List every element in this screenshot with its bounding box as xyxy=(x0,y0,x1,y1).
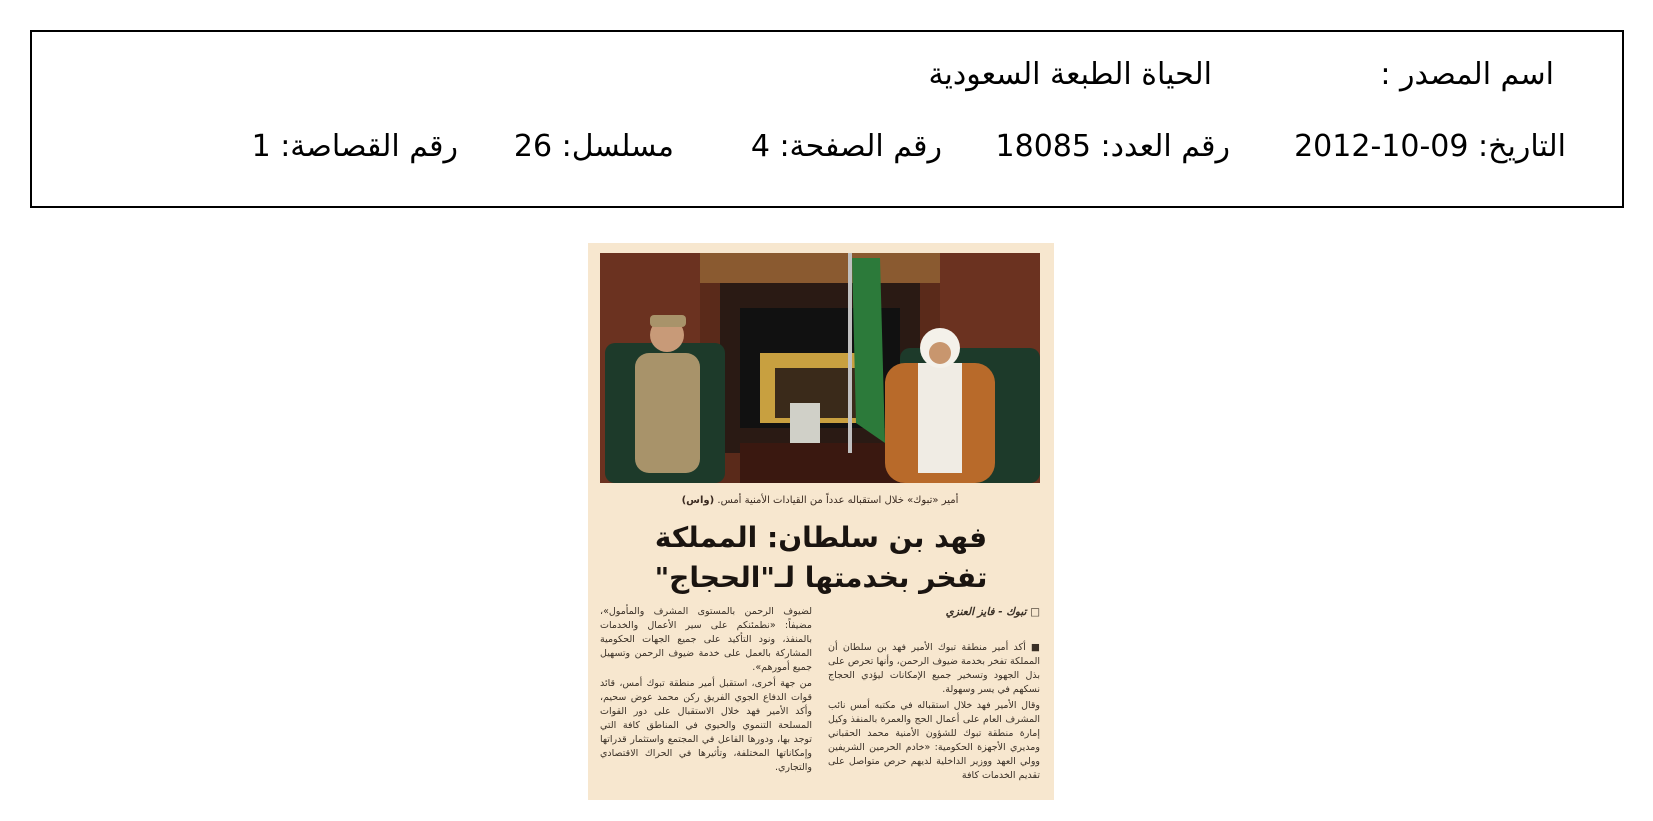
clipping-metadata-box xyxy=(30,30,1624,208)
issue-number-field: رقم العدد: 18085 xyxy=(995,129,1230,164)
newspaper-clipping xyxy=(588,243,1054,800)
clip-number-field: رقم القصاصة: 1 xyxy=(251,129,458,164)
paragraph: وقال الأمير فهد خلال استقباله في مكتبه أمس نائب المشرف العام على أعمال الحج والعمرة بالمنفذ وكيل إمارة منطقة تبوك للشؤون الأمنية محمد الحقباني ومديري الأجهزة الحكومية: «خادم الحرمين الشريفين وولي العهد ووزير الداخلية لديهم حرص متواصل على تقديم الخدمات كافة xyxy=(828,700,1040,781)
source-value: الحياة الطبعة السعودية xyxy=(928,57,1212,92)
date-field: التاريخ: 09-10-2012 xyxy=(1294,129,1566,164)
article-byline: □ تبوك - فايز العنزي xyxy=(945,606,1040,618)
paragraph: لضيوف الرحمن بالمستوى المشرف والمأمول»، مضيفاً: «نطمئنكم على سير الأعمال والخدمات بالمنفذ، ونود التأكيد على جميع الجهات الحكومية المشاركة بالعمل على خدمة ضيوف الرحمن وتسهيل جميع أمورهم». xyxy=(600,606,812,673)
article-column-right xyxy=(828,605,1040,785)
headline-line-1: فهد بن سلطان: المملكة xyxy=(654,521,988,554)
headline-line-2: تفخر بخدمتها لـ"الحجاج" xyxy=(654,561,988,594)
article-headline xyxy=(608,518,1034,598)
paragraph: من جهة أخرى، استقبل أمير منطقة تبوك أمس، قائد قوات الدفاع الجوي الفريق ركن محمد عوض سحيم، وأكد الأمير فهد خلال الاستقبال على دور القوات المسلحة التنموي والحيوي في المناطق كافة التي توجد بها، ودورها الفاعل في المجتمع واستثمار قدراتها وإمكاناتها المختلفة، وتأثيرها في الحراك الاقتصادي والتجاري. xyxy=(600,678,812,773)
source-label: اسم المصدر : xyxy=(1380,57,1554,92)
serial-field: مسلسل: 26 xyxy=(513,129,674,164)
caption-agency: (واس) xyxy=(681,495,715,506)
page-number-field: رقم الصفحة: 4 xyxy=(750,129,942,164)
photo-caption xyxy=(600,495,1040,506)
article-photo xyxy=(600,253,1040,483)
article-column-left xyxy=(600,605,812,777)
paragraph: ■ أكد أمير منطقة تبوك الأمير فهد بن سلطان أن المملكة تفخر بخدمة ضيوف الرحمن، وأنها تحرص على بذل الجهود وتسخير جميع الإمكانات ليؤدي الحجاج نسكهم في يسر وسهولة. xyxy=(828,642,1040,695)
caption-text: أمير «تبوك» خلال استقباله عدداً من القيادات الأمنية أمس. xyxy=(717,495,959,506)
